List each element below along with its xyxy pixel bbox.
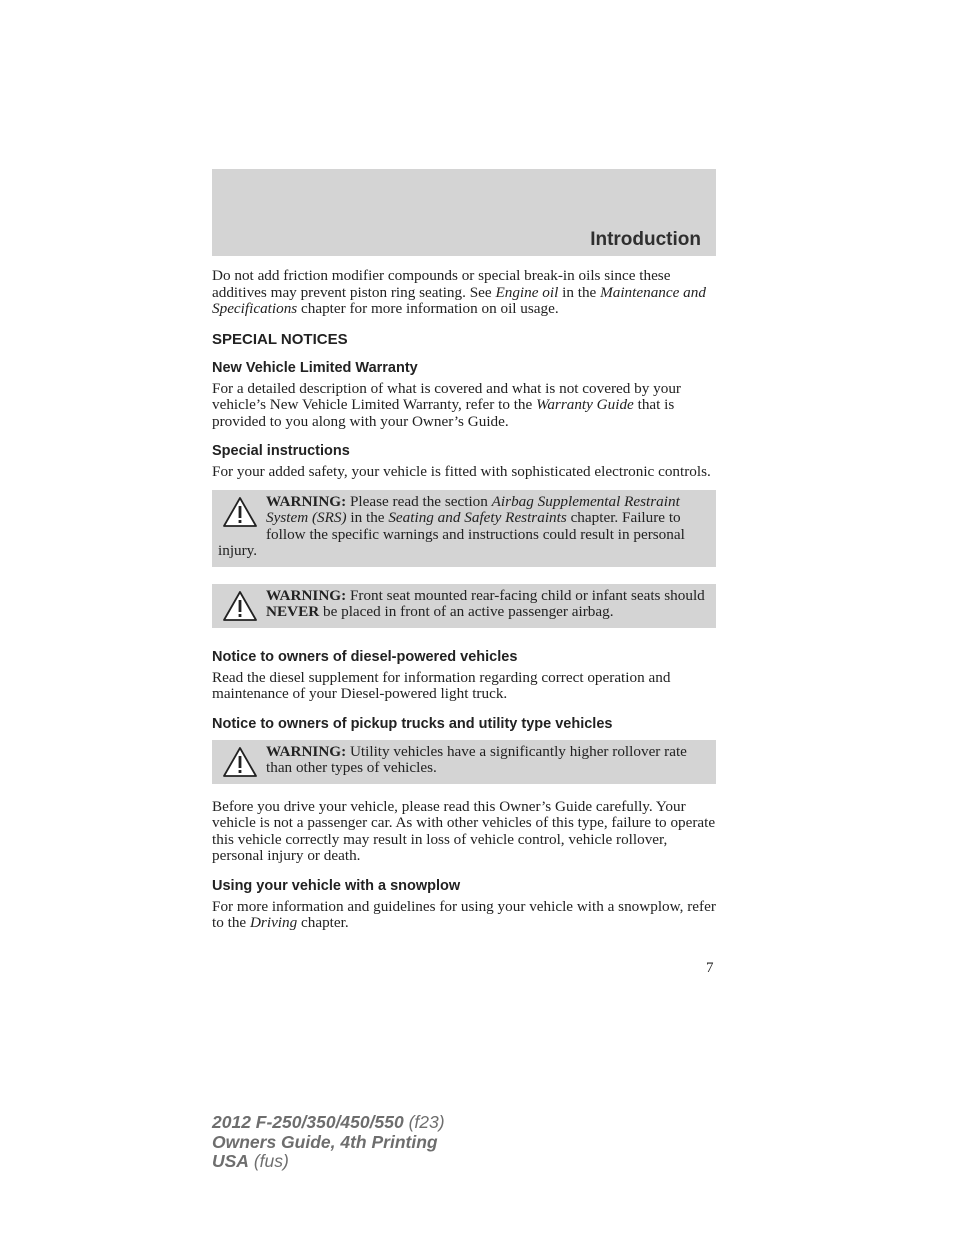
text-run: Utility vehicles have a significantly higher rollover rate than other types of vehicles.	[266, 742, 687, 776]
warranty-paragraph	[212, 381, 716, 431]
document-footer	[212, 1113, 445, 1172]
snowplow-paragraph	[212, 899, 716, 932]
pickup-paragraph: Before you drive your vehicle, please read this Owner’s Guide carefully. Your vehicle is not a passenger car. As with other vehicles of this type, failure to operate this vehicle correctly may result in loss of vehicle control, vehicle rollover, personal injury or death.	[212, 797, 716, 864]
footer-line-model	[212, 1113, 445, 1133]
seating-chapter-reference: Seating and Safety Restraints	[388, 509, 567, 526]
footer-model: 2012 F-250/350/450/550	[212, 1112, 404, 1132]
footer-printing: Owners Guide, 4th Printing	[212, 1131, 438, 1152]
text-run: Front seat mounted rear-facing child or infant seats should	[346, 586, 705, 604]
heading-diesel: Notice to owners of diesel-powered vehicles	[212, 648, 518, 665]
warning-triangle-icon	[222, 496, 258, 528]
footer-line-printing	[212, 1133, 445, 1153]
page-number: 7	[706, 960, 714, 976]
text-run: in the	[558, 283, 601, 301]
diesel-paragraph: Read the diesel supplement for information regarding correct operation and maintenance of your Diesel-powered light truck.	[212, 668, 671, 702]
warning-box-child-seat	[212, 584, 716, 628]
text-run: chapter. Failure to follow the specific warnings and instructions could result in personal injury.	[218, 509, 685, 559]
text-run: For a detailed description of what is covered and what is not covered by your vehicle’s New Vehicle Limited Warranty, refer to the	[212, 379, 681, 413]
text-run: Do not add friction modifier compounds or special break-in oils since these additives may prevent piston ring seating. See	[212, 267, 671, 301]
warning-label: WARNING:	[266, 586, 347, 604]
footer-line-market	[212, 1152, 445, 1172]
srs-section-reference: Airbag Supplemental Restraint System (SRS)	[266, 492, 680, 526]
text-run: chapter for more information on oil usage.	[297, 300, 559, 317]
footer-market-code: (fus)	[248, 1151, 289, 1171]
warning-text	[218, 744, 710, 777]
heading-warranty: New Vehicle Limited Warranty	[212, 359, 418, 376]
warning-triangle-icon	[222, 746, 258, 778]
text-run: Please read the section	[346, 492, 492, 510]
warning-label: WARNING:	[266, 742, 347, 760]
warning-text	[218, 588, 710, 621]
warranty-guide-reference: Warranty Guide	[536, 396, 634, 413]
chapter-title: Introduction	[590, 229, 701, 250]
engine-oil-reference: Engine oil	[495, 283, 559, 301]
instructions-paragraph: For your added safety, your vehicle is fitted with sophisticated electronic controls.	[212, 463, 711, 480]
text-run: be placed in front of an active passenger airbag.	[319, 603, 614, 620]
chapter-header-band	[212, 169, 716, 256]
page-content	[212, 268, 716, 932]
text-run: that is provided to you along with your Owner’s Guide.	[212, 396, 675, 430]
footer-model-code: (f23)	[403, 1112, 445, 1132]
warning-box-airbag	[212, 490, 716, 567]
warning-text	[218, 494, 710, 560]
warning-box-rollover	[212, 740, 716, 784]
text-run: in the	[346, 509, 389, 526]
section-title-special-notices: SPECIAL NOTICES	[212, 330, 348, 348]
heading-pickup-trucks: Notice to owners of pickup trucks and utility type vehicles	[212, 715, 613, 732]
never-emphasis: NEVER	[266, 603, 320, 620]
text-run: chapter.	[297, 914, 349, 931]
text-run: For more information and guidelines for using your vehicle with a snowplow, refer to the	[212, 897, 716, 931]
heading-special-instructions: Special instructions	[212, 443, 350, 459]
warning-label: WARNING:	[266, 492, 347, 510]
intro-paragraph	[212, 268, 716, 318]
heading-snowplow: Using your vehicle with a snowplow	[212, 877, 461, 894]
maintenance-chapter-reference: Maintenance and Specifications	[212, 283, 706, 317]
driving-chapter-reference: Driving	[249, 914, 298, 931]
warning-triangle-icon	[222, 590, 258, 622]
footer-market: USA	[212, 1151, 249, 1171]
